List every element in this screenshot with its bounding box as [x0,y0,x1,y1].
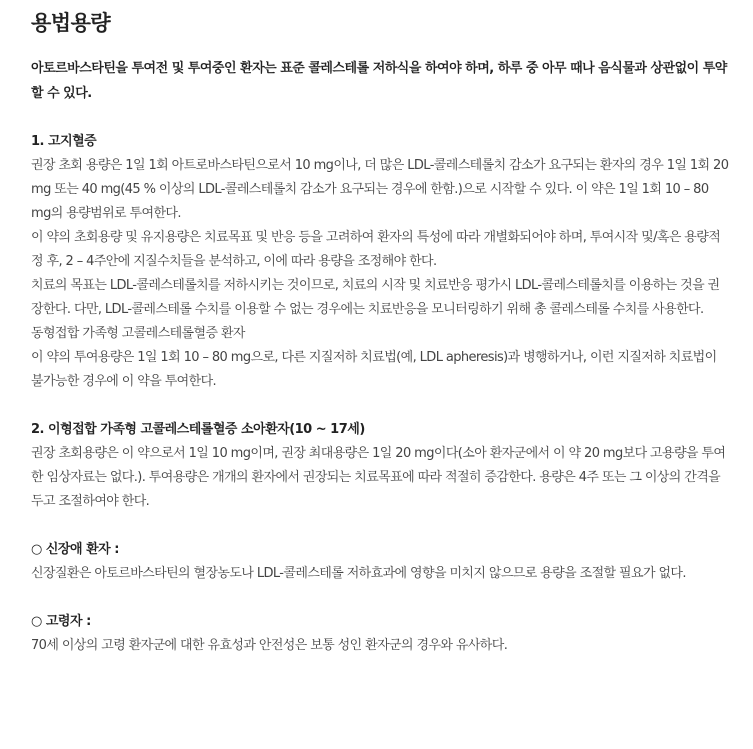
spacer [31,586,729,610]
section-hyperlipidemia [31,130,729,394]
paragraph: 70세 이상의 고령 환자군에 대한 유효성과 안전성은 보통 성인 환자군의 경우와 유사하다. [31,638,508,653]
section-heading: 1. 고지혈증 [31,134,97,149]
paragraph: 권장 초회 용량은 1일 1회 아트로바스타틴으로서 10 mg이나, 더 많은 LDL-콜레스테롤치 감소가 요구되는 환자의 경우 1일 1회 20 mg 또는 40 mg(45 % 이상의 LDL-콜레스테롤치 감소가 요구되는 경우에 한함.)으로 시작할 수 있다. 이 약은 1일 1회 10 – 80 mg의 용량범위로 투여한다. [31,158,729,221]
section-pediatric [31,418,729,514]
section-renal [31,538,729,586]
paragraph: 권장 초회용량은 이 약으로서 1일 10 mg이며, 권장 최대용량은 1일 20 mg이다(소아 환자군에서 이 약 20 mg보다 고용량을 투여한 임상자료는 없다.). 투여용량은 개개의 환자에서 권장되는 치료목표에 따라 적절히 증감한다. 용량은 4주 또는 그 이상의 간격을 두고 조절하여야 한다. [31,446,726,509]
spacer [31,514,729,538]
paragraph: 이 약의 초회용량 및 유지용량은 치료목표 및 반응 등을 고려하여 환자의 특성에 따라 개별화되어야 하며, 투여시작 및/혹은 용량적정 후, 2 – 4주안에 지질수치들을 분석하고, 이에 따라 용량을 조정해야 한다. [31,230,721,269]
section-elderly [31,610,729,658]
page-title: 용법용량 [31,11,111,35]
subheading-text: 동형접합 가족형 고콜레스테롤혈증 환자 [31,326,245,341]
spacer [31,106,729,130]
paragraph: 신장질환은 아토르바스타틴의 혈장농도나 LDL-콜레스테롤 저하효과에 영향을 미치지 않으므로 용량을 조절할 필요가 없다. [31,566,686,581]
spacer [31,394,729,418]
intro-text: 아토르바스타틴을 투여전 및 투여중인 환자는 표준 콜레스테롤 저하식을 하여야 하며, 하루 중 아무 때나 음식물과 상관없이 투약할 수 있다. [31,61,727,101]
paragraph: 이 약의 투여용량은 1일 1회 10 – 80 mg으로, 다른 지질저하 치료법(예, LDL apheresis)과 병행하거나, 이런 지질저하 치료법이 불가능한 경우에 이 약을 투여한다. [31,350,717,389]
section-heading: ○ 신장애 환자 : [31,542,119,557]
section-heading: 2. 이형접합 가족형 고콜레스테롤혈증 소아환자(10 ~ 17세) [31,422,365,437]
paragraph: 치료의 목표는 LDL-콜레스테롤치를 저하시키는 것이므로, 치료의 시작 및 치료반응 평가시 LDL-콜레스테롤치를 이용하는 것을 권장한다. 다만, LDL-콜레스테롤 수치를 이용할 수 없는 경우에는 치료반응을 모니터링하기 위해 총 콜레스테롤 수치를 사용한다. [31,278,720,317]
section-heading: ○ 고령자 : [31,614,91,629]
